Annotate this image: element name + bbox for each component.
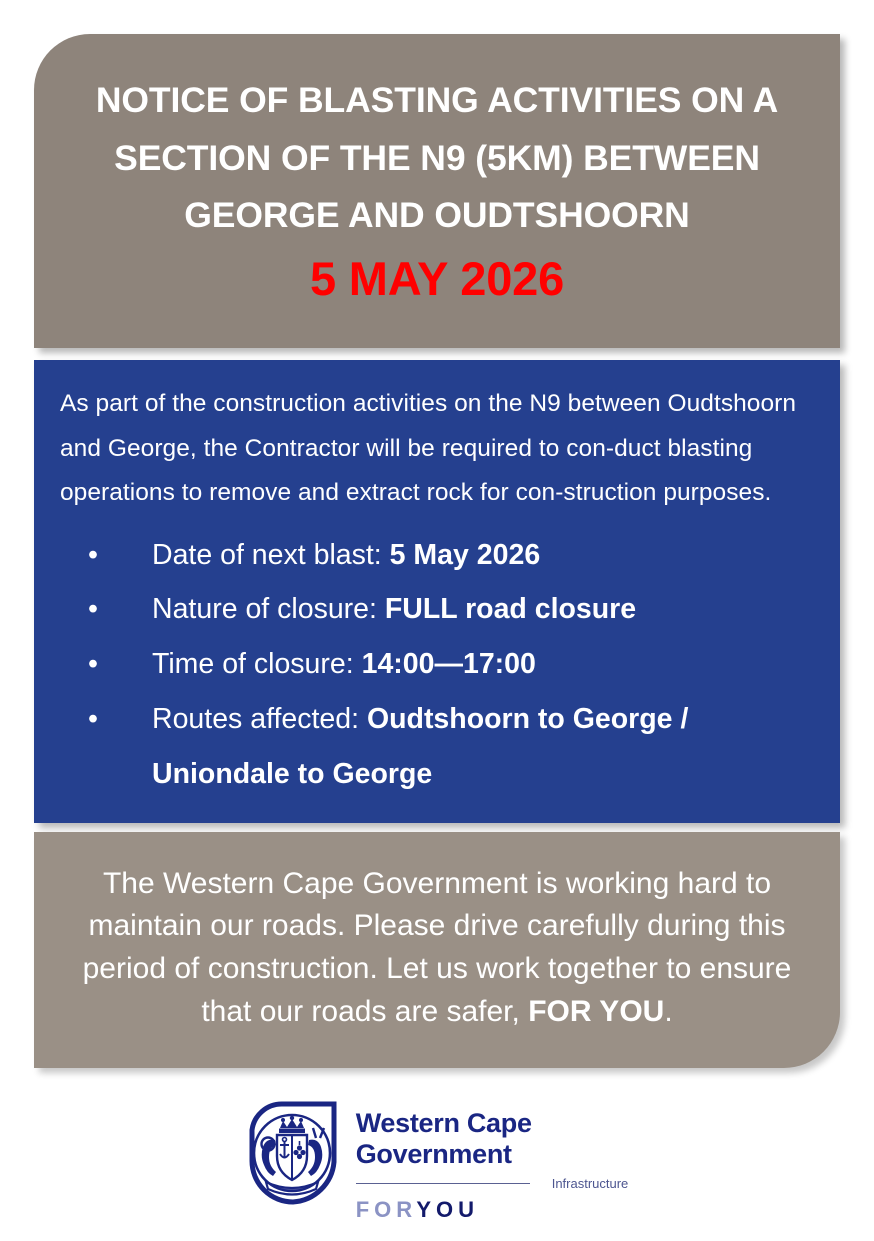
notice-paragraph: As part of the construction activities on the N9 between Oudtshoorn and George, the Contractor will be required to con‐duct blasting operations to remove and extract rock for con‐struction purposes. bbox=[60, 390, 797, 507]
list-item bbox=[60, 528, 814, 583]
logo-text-block bbox=[356, 1098, 629, 1223]
logo-divider bbox=[356, 1183, 530, 1185]
detail-value: 14:00—17:00 bbox=[361, 648, 536, 681]
bullet-icon: • bbox=[88, 702, 98, 735]
logo-wordmark-line1: Western Cape bbox=[355, 1108, 532, 1138]
logo-tagline-for: FOR bbox=[355, 1197, 417, 1222]
footer-message-emphasis: FOR YOU bbox=[528, 994, 665, 1028]
organisation-logo bbox=[0, 1098, 874, 1223]
logo-department-label: Infrastructure bbox=[551, 1176, 629, 1191]
logo-wordmark-line2: Government bbox=[355, 1138, 512, 1169]
detail-value: 5 May 2026 bbox=[389, 538, 541, 571]
page-title: NOTICE OF BLASTING ACTIVITIES ON A SECTION OF THE N9 (5KM) BETWEEN GEORGE AND OUDTSHOORN bbox=[95, 80, 779, 236]
detail-label: Time of closure: bbox=[152, 648, 362, 681]
detail-label: Routes affected: bbox=[152, 702, 367, 735]
western-cape-coat-of-arms-icon bbox=[246, 1100, 342, 1206]
footer-message bbox=[68, 863, 806, 1033]
logo-rule-row bbox=[356, 1176, 629, 1191]
blast-date-headline: 5 MAY 2026 bbox=[309, 251, 565, 305]
list-item bbox=[60, 637, 814, 692]
logo-tagline-you: YOU bbox=[416, 1197, 480, 1222]
list-item bbox=[60, 582, 814, 637]
detail-label: Nature of closure: bbox=[152, 593, 385, 626]
header-banner bbox=[34, 34, 840, 348]
logo-wordmark bbox=[356, 1108, 629, 1169]
detail-value: Oudtshoorn to George / Uniondale to George bbox=[152, 702, 689, 790]
footer-message-tail: . bbox=[664, 994, 673, 1028]
notice-details-panel bbox=[34, 360, 840, 823]
bullet-icon: • bbox=[88, 648, 98, 681]
notice-bullet-list bbox=[60, 528, 814, 802]
footer-message-panel bbox=[34, 832, 840, 1068]
bullet-icon: • bbox=[88, 593, 98, 626]
detail-label: Date of next blast: bbox=[152, 538, 390, 571]
bullet-icon: • bbox=[88, 538, 98, 571]
detail-value: FULL road closure bbox=[384, 593, 637, 626]
footer-message-lead: The Western Cape Government is working hard to maintain our roads. Please drive carefully during this period of construction. Let us work together to ensure that our roads are safer, bbox=[82, 866, 792, 1028]
logo-tagline bbox=[356, 1197, 629, 1223]
list-item bbox=[60, 692, 814, 801]
